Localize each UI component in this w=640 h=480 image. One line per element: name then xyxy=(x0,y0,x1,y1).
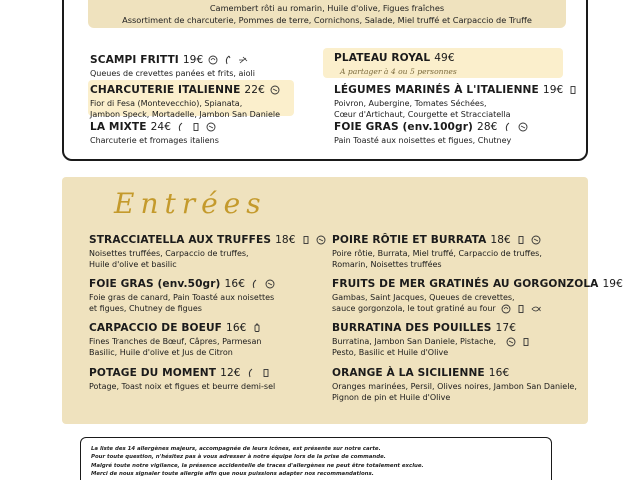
dish-price: 19€ xyxy=(602,278,623,290)
entrees-panel xyxy=(62,177,623,424)
gluten-icon xyxy=(246,368,256,378)
dish-poire xyxy=(332,234,542,270)
dish-name: BURRATINA DES POUILLES xyxy=(332,322,492,334)
dish-price: 18€ xyxy=(275,234,296,246)
nuts-icon xyxy=(206,122,216,132)
allergen-notice-line-1: La liste des 14 allergènes majeurs, accompagnée de leurs icônes, est présente sur notre carte. xyxy=(91,446,381,452)
nuts-icon xyxy=(316,235,326,245)
dish-name: POTAGE DU MOMENT xyxy=(89,367,217,379)
dish-desc-2: Cœur d'Artichaut, Courgette et Stracciatella xyxy=(334,109,511,119)
dish-name: LA MIXTE xyxy=(90,121,147,133)
shellfish-icon xyxy=(501,304,511,314)
dish-desc-2: Romarin, Noisettes truffées xyxy=(332,259,442,269)
dish-desc-1: Noisettes truffées, Carpaccio de truffes, xyxy=(89,249,249,258)
dish-note: A partager à 4 ou 5 personnes xyxy=(340,67,457,76)
banner-line-1: Camembert rôti au romarin, Huile d'olive, Figues fraîches xyxy=(209,3,445,13)
dish-desc-2: Pesto, Basilic et Huile d'Olive xyxy=(332,347,449,357)
dish-desc-1: Burratina, Jambon San Daniele, Pistache, xyxy=(332,337,497,346)
dish-price: 22€ xyxy=(244,84,265,96)
dish-desc-2: Pignon de pin et Huile d'Olive xyxy=(332,392,451,402)
dish-orange xyxy=(332,367,577,403)
dish-price: 28€ xyxy=(476,121,498,133)
entrees-heading: Entrées xyxy=(114,187,267,220)
dish-name: FOIE GRAS (env.50gr) xyxy=(89,278,221,290)
mustard-icon xyxy=(252,323,262,333)
gluten-icon xyxy=(223,55,233,65)
dish-name: FOIE GRAS (env.100gr) xyxy=(334,121,473,133)
dish-price: 49€ xyxy=(434,52,455,64)
dish-scampi xyxy=(90,54,255,80)
dish-plateau xyxy=(334,52,457,76)
dish-desc-2-row xyxy=(332,304,623,315)
dish-name: CHARCUTERIE ITALIENNE xyxy=(90,84,241,96)
allergen-notice xyxy=(80,437,552,480)
allergen-notice-line-4: Merci de nous signaler toute allergie afin que nous puissions adapter nos recommandations. xyxy=(91,470,374,477)
dish-desc: Pain Toasté aux noisettes et figues, Chutney xyxy=(334,136,512,145)
dish-desc-2: sauce gorgonzola, le tout gratiné au four xyxy=(332,303,496,313)
nuts-icon xyxy=(265,279,275,289)
nuts-icon xyxy=(518,122,528,132)
dish-desc-2: et figues, Chutney de figues xyxy=(89,303,202,313)
dish-price: 18€ xyxy=(490,234,511,246)
dish-desc: Charcuterie et fromages italiens xyxy=(90,136,219,145)
egg-icon xyxy=(238,55,248,65)
dish-desc-1: Fior di Fesa (Montevecchio), Spianata, xyxy=(90,99,243,108)
dish-desc-2: Huile d'olive et basilic xyxy=(89,259,177,269)
dish-desc-1: Poire rôtie, Burrata, Miel truffé, Carpaccio de truffes, xyxy=(332,249,542,258)
gluten-icon xyxy=(176,122,186,132)
milk-icon xyxy=(516,304,526,314)
dish-desc-1: Gambas, Saint Jacques, Queues de crevettes, xyxy=(332,293,515,302)
dish-price: 24€ xyxy=(150,121,172,133)
dish-burratina xyxy=(332,322,531,358)
dish-name: SCAMPI FRITTI xyxy=(90,54,179,66)
dish-desc-1: Poivron, Aubergine, Tomates Séchées, xyxy=(334,99,487,108)
milk-icon xyxy=(568,85,578,95)
dish-mixte xyxy=(90,121,219,147)
dish-foie-gras xyxy=(89,278,275,314)
dish-legumes xyxy=(334,84,578,120)
dish-carpaccio xyxy=(89,322,262,358)
milk-icon xyxy=(521,337,531,347)
fish-icon xyxy=(531,304,541,314)
banner-line-2: Assortiment de charcuterie, Pommes de terre, Cornichons, Salade, Miel truffé et Carpaccio de Truffe xyxy=(122,15,532,25)
nuts-icon xyxy=(506,337,516,347)
dish-price: 19€ xyxy=(182,54,204,66)
dish-name: LÉGUMES MARINÉS À L'ITALIENNE xyxy=(334,84,539,96)
dish-name: PLATEAU ROYAL xyxy=(334,52,431,64)
dish-charcuterie xyxy=(90,84,280,120)
dish-name: ORANGE À LA SICILIENNE xyxy=(332,367,485,379)
dish-price: 17€ xyxy=(495,322,517,334)
dish-name: FRUITS DE MER GRATINÉS AU GORGONZOLA xyxy=(332,278,599,290)
dish-price: 16€ xyxy=(225,322,247,334)
dish-name: POIRE RÔTIE ET BURRATA xyxy=(332,234,487,246)
gluten-icon xyxy=(250,279,260,289)
gluten-icon xyxy=(503,122,513,132)
dish-desc-2: Jambon Speck, Mortadelle, Jambon San Daniele xyxy=(90,109,281,119)
dish-desc-2: Basilic, Huile d'olive et Jus de Citron xyxy=(89,347,233,357)
dish-foie-gras-top xyxy=(334,121,528,147)
dish-potage xyxy=(89,367,275,393)
allergen-notice-line-3: Malgré toute notre vigilance, la présence accidentelle de traces d'allergènes ne peut être totalement exclue. xyxy=(91,462,424,469)
dish-desc-1: Foie gras de canard, Pain Toasté aux noisettes xyxy=(89,293,275,302)
antipasti-card xyxy=(62,0,588,161)
nuts-icon xyxy=(531,235,541,245)
dish-desc-1: Fines Tranches de Bœuf, Câpres, Parmesan xyxy=(89,337,262,346)
dish-desc: Queues de crevettes panées et frits, aioli xyxy=(90,69,255,78)
dish-name: CARPACCIO DE BOEUF xyxy=(89,322,222,334)
shellfish-icon xyxy=(208,55,218,65)
top-banner xyxy=(88,0,566,28)
dish-price: 16€ xyxy=(224,278,246,290)
milk-icon xyxy=(301,235,311,245)
dish-desc-1: Potage, Toast noix et figues et beurre demi-sel xyxy=(89,382,276,391)
dish-fruits-de-mer xyxy=(332,278,623,314)
allergen-notice-line-2: Pour toute question, n'hésitez pas à vous adresser à notre équipe lors de la prise de commande. xyxy=(91,454,386,461)
dish-price: 16€ xyxy=(488,367,510,379)
dish-price: 12€ xyxy=(220,367,241,379)
milk-icon xyxy=(191,122,201,132)
dish-desc-1-row xyxy=(332,337,531,348)
milk-icon xyxy=(261,368,271,378)
dish-stracciatella xyxy=(89,234,326,270)
dish-name: STRACCIATELLA AUX TRUFFES xyxy=(89,234,272,246)
nuts-icon xyxy=(270,85,280,95)
milk-icon xyxy=(516,235,526,245)
dish-price: 19€ xyxy=(542,84,564,96)
dish-desc-1: Oranges marinées, Persil, Olives noires, Jambon San Daniele, xyxy=(332,382,577,391)
